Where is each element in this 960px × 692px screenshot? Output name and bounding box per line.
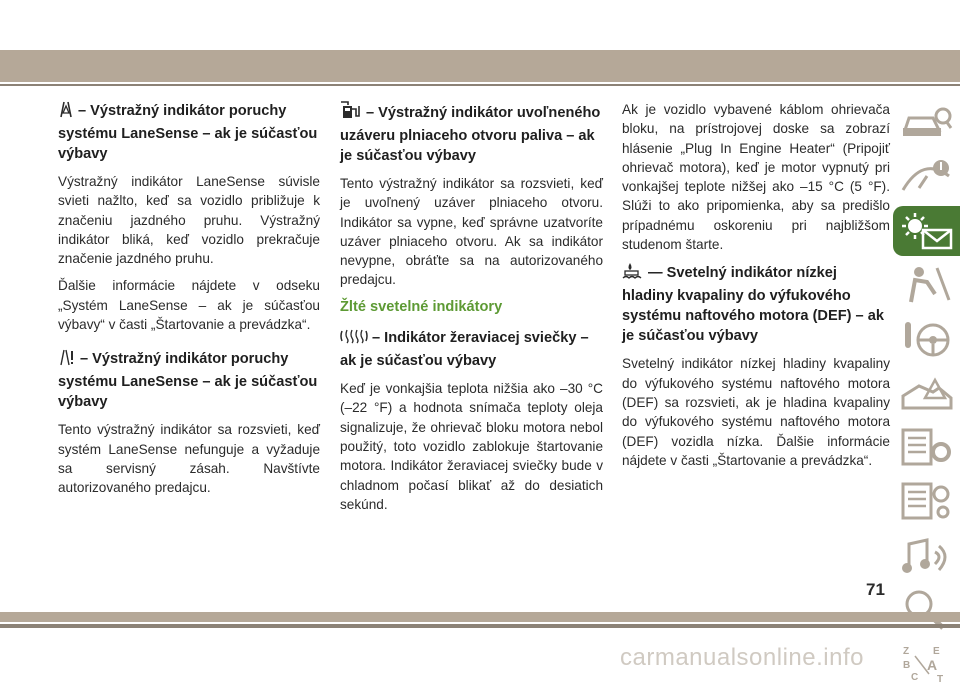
steering-wheel-driving-icon	[899, 318, 955, 360]
paragraph: Ak je vozidlo vybavené káblom ohrievača bloku, na prístrojovej doske sa zobrazí hlásenie „Plug In Engine Heater“ (Pripojiť ohrievač motora), keď je motor vypnutý pri vonkajšej teplote nižšej ako –15 °C (5 °F). Slúži to ako pripomienka, aby sa predišlo prípadnému oskoreniu pri najbližšom studenom štarte.	[622, 102, 890, 253]
road-emergency-icon	[899, 372, 955, 414]
paragraph: Tento výstražný indikátor sa rozsvieti, keď je uvoľnený uzáver plniaceho otvoru. Indikátor sa vypne, keď správne uzatvoríte uzáver plniaceho otvoru. Ak sa indikátor nevypne, obráťte sa na autorizovaného predajcu.	[340, 176, 603, 288]
tab-starting-operating[interactable]	[893, 314, 960, 364]
paragraph: Svetelný indikátor nízkej hladiny kvapaliny do výfukového systému naftového motora (DEF) sa rozsvieti, ak je hladina kvapaliny do výfukového systému naftového motora (DEF) vozidla nízka. Ďalšie informácie nájdete v časti „Štartovanie a prevádzka“.	[622, 356, 890, 468]
watermark: carmanualsonline.info	[620, 644, 864, 671]
multimedia-icon	[899, 534, 955, 576]
heading-lanesense-fault: – Výstražný indikátor poruchy systému LaneSense – ak je súčasťou výbavy	[58, 100, 320, 164]
glow-plug-icon	[340, 327, 368, 351]
airbag-safety-icon	[899, 264, 955, 306]
footer-rule	[0, 624, 960, 628]
column-left	[58, 100, 320, 506]
page-number: 71	[866, 580, 885, 599]
tab-letter-b: B	[903, 660, 911, 671]
tab-letter-z: Z	[903, 646, 910, 657]
section-title: Žlté svetelné indikátory	[340, 298, 503, 315]
tab-warning-lights[interactable]	[893, 206, 960, 256]
tab-dashboard[interactable]	[893, 152, 960, 202]
tab-safety[interactable]	[893, 260, 960, 310]
heading-glow-plug: – Indikátor žeraviacej sviečky – ak je súčasťou výbavy	[340, 327, 603, 371]
header-rule	[0, 84, 960, 86]
lanesense-service-icon	[58, 348, 76, 372]
technical-specs-icon	[899, 480, 955, 522]
dashboard-warning-icon	[899, 156, 955, 198]
def-fluid-icon	[622, 262, 644, 286]
paragraph: Výstražný indikátor LaneSense súvisle svieti nažlto, keď sa vozidlo približuje k značeniu jazdného pruhu. Výstražný indikátor bliká, keď vozidlo prekračuje značenie jazdného pruhu.	[58, 174, 320, 267]
tab-letter-e: E	[933, 646, 940, 657]
paragraph: Keď je vonkajšia teplota nižšia ako –30 °C (–22 °F) a hodnota snímača teploty oleja signalizuje, že ohrievač bloku motora nebol použitý, toto vozidlo zablokuje štartovanie motora. Indikátor žeraviacej sviečky bude v chladnom počasí blikať až do desiatich sekúnd.	[340, 381, 603, 512]
heading-def-level: — Svetelný indikátor nízkej hladiny kvapaliny do výfukového systému naftového motora (DEF) – ak je súčasťou výbavy	[622, 262, 890, 346]
tab-servicing[interactable]	[893, 422, 960, 472]
lanesense-warning-icon	[58, 100, 74, 124]
header-band	[0, 50, 960, 82]
heading-lanesense-service: – Výstražný indikátor poruchy systému LaneSense – ak je súčasťou výbavy	[58, 348, 320, 412]
tab-letter-a: A	[927, 657, 938, 673]
heading-fuel-cap: – Výstražný indikátor uvoľneného uzáveru plniaceho otvoru paliva – ak je súčasťou výbavy	[340, 100, 603, 166]
tab-emergency[interactable]	[893, 368, 960, 418]
tab-specifications[interactable]	[893, 476, 960, 526]
tab-getting-to-know[interactable]	[893, 98, 960, 148]
tab-letter-t: T	[937, 674, 944, 684]
chapter-tabs	[893, 98, 960, 692]
column-middle	[340, 100, 603, 522]
footer-band	[0, 612, 960, 622]
tab-letter-c: C	[911, 672, 919, 683]
tab-language[interactable]	[893, 638, 960, 688]
paragraph: Tento výstražný indikátor sa rozsvieti, keď systém LaneSense nefunguje a vyžaduje sa servisný zásah. Navštívte autorizovaného predajcu.	[58, 422, 320, 496]
tab-multimedia[interactable]	[893, 530, 960, 580]
column-right	[622, 100, 890, 478]
warning-lights-messages-icon	[899, 210, 955, 252]
service-maintenance-icon	[899, 426, 955, 468]
fuel-cap-icon	[340, 100, 362, 126]
car-info-icon	[899, 102, 955, 144]
paragraph: Ďalšie informácie nájdete v odseku „Systém LaneSense – ak je súčasťou výbavy“ v časti „Štartovanie a prevádzka“.	[58, 278, 320, 333]
